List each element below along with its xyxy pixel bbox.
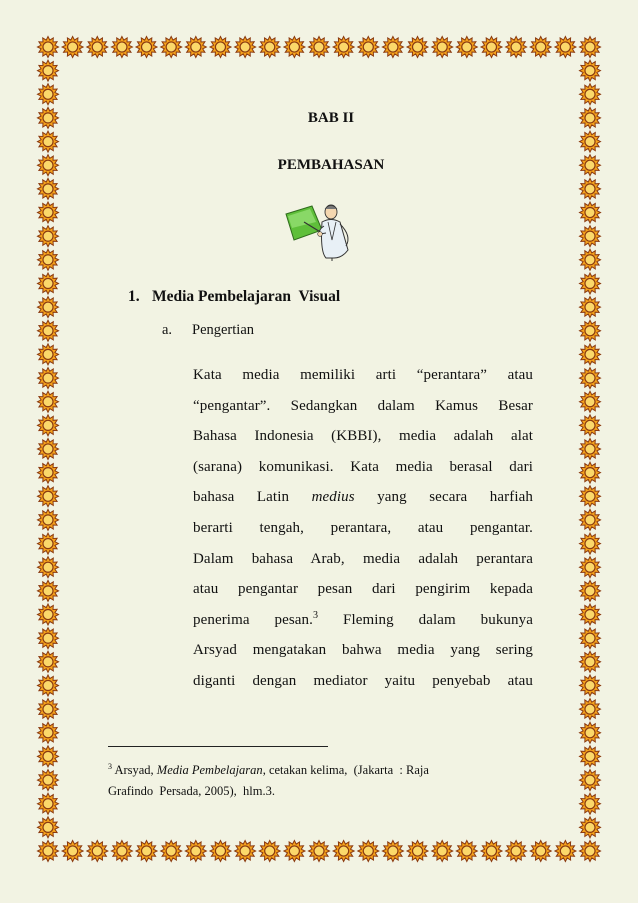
sun-ornament-icon — [580, 320, 601, 341]
sun-ornament-icon — [185, 37, 206, 58]
sun-ornament-icon — [580, 178, 601, 199]
text-line: atau pengantar pesan dari pengirim kepada — [193, 581, 533, 598]
sun-ornament-icon — [235, 841, 256, 862]
sun-ornament-icon — [38, 675, 59, 696]
footnote — [108, 760, 528, 802]
body-paragraph — [193, 360, 533, 697]
sun-ornament-icon — [555, 37, 576, 58]
sun-ornament-icon — [38, 226, 59, 247]
text-segment: bahasa Latin — [193, 489, 290, 506]
sun-ornament-icon — [38, 415, 59, 436]
sun-ornament-icon — [481, 841, 502, 862]
sun-ornament-icon — [506, 37, 527, 58]
sun-ornament-icon — [580, 557, 601, 578]
sun-ornament-icon — [580, 580, 601, 601]
text-segment: yang secara harfiah — [377, 489, 533, 506]
sun-ornament-icon — [111, 841, 132, 862]
text-line: Dalam bahasa Arab, media adalah perantara — [193, 550, 533, 567]
sun-ornament-icon — [62, 37, 83, 58]
sun-ornament-icon — [38, 841, 59, 862]
sun-ornament-icon — [38, 793, 59, 814]
sun-ornament-icon — [161, 841, 182, 862]
footnote-reference[interactable]: 3 — [313, 609, 319, 621]
text-line: Kata media memiliki arti “perantara” atau — [193, 367, 533, 383]
sun-ornament-icon — [38, 628, 59, 649]
sun-ornament-icon — [456, 37, 477, 58]
sun-ornament-icon — [333, 37, 354, 58]
sun-ornament-icon — [309, 37, 330, 58]
text-line: (sarana) komunikasi. Kata media berasal dari — [193, 458, 533, 475]
sun-ornament-icon — [580, 651, 601, 672]
sun-ornament-icon — [38, 273, 59, 294]
sun-ornament-icon — [235, 37, 256, 58]
chapter-subtitle: PEMBAHASAN — [277, 157, 385, 173]
sun-ornament-icon — [38, 533, 59, 554]
sun-ornament-icon — [38, 37, 59, 58]
text-line: Bahasa Indonesia (KBBI), media adalah alat — [193, 428, 533, 445]
footnote-book-title: Media Pembelajaran — [156, 763, 263, 777]
sun-ornament-icon — [580, 486, 601, 507]
sun-ornament-icon — [580, 131, 601, 152]
sun-ornament-icon — [580, 202, 601, 223]
sun-ornament-icon — [580, 533, 601, 554]
footnote-details: , cetakan kelima, (Jakarta : Raja — [262, 763, 429, 777]
sun-ornament-icon — [210, 37, 231, 58]
sun-ornament-icon — [38, 391, 59, 412]
sun-ornament-icon — [309, 841, 330, 862]
sun-ornament-icon — [161, 37, 182, 58]
subsection-title: Pengertian — [192, 322, 255, 338]
sun-ornament-icon — [38, 462, 59, 483]
sun-ornament-icon — [87, 37, 108, 58]
sun-ornament-icon — [580, 297, 601, 318]
sun-ornament-icon — [38, 699, 59, 720]
text-line: Arsyad mengatakan bahwa media yang sering — [193, 642, 533, 659]
sun-ornament-icon — [580, 699, 601, 720]
sun-ornament-icon — [580, 722, 601, 743]
sun-ornament-icon — [38, 84, 59, 105]
text-line: diganti dengan mediator yaitu penyebab atau — [193, 672, 533, 689]
sun-ornament-icon — [358, 841, 379, 862]
sun-ornament-icon — [358, 37, 379, 58]
section-heading — [128, 288, 340, 306]
sun-ornament-icon — [580, 604, 601, 625]
sun-ornament-icon — [38, 817, 59, 838]
footnote-number: 3 — [108, 762, 112, 771]
sun-ornament-icon — [530, 37, 551, 58]
text-segment: penerima pesan. — [193, 611, 313, 628]
sun-ornament-icon — [555, 841, 576, 862]
sun-ornament-icon — [580, 770, 601, 791]
subsection-heading — [162, 322, 254, 339]
sun-ornament-icon — [580, 793, 601, 814]
text-segment: Fleming dalam bukunya — [343, 611, 533, 628]
sun-ornament-icon — [136, 841, 157, 862]
section-number: 1. — [128, 288, 140, 305]
sun-ornament-icon — [185, 841, 206, 862]
sun-ornament-icon — [210, 841, 231, 862]
sun-ornament-icon — [580, 273, 601, 294]
sun-ornament-icon — [580, 462, 601, 483]
sun-ornament-icon — [580, 415, 601, 436]
sun-ornament-icon — [38, 202, 59, 223]
sun-ornament-icon — [580, 439, 601, 460]
sun-ornament-icon — [530, 841, 551, 862]
sun-ornament-icon — [580, 746, 601, 767]
text-line: berarti tengah, perantara, atau pengantar. — [193, 519, 533, 536]
subsection-letter: a. — [162, 322, 173, 338]
teacher-at-board-icon — [282, 200, 358, 262]
sun-ornament-icon — [38, 439, 59, 460]
sun-ornament-icon — [580, 817, 601, 838]
sun-ornament-icon — [382, 37, 403, 58]
sun-ornament-icon — [382, 841, 403, 862]
sun-ornament-icon — [333, 841, 354, 862]
footnote-separator — [108, 746, 328, 747]
chapter-title: BAB II — [307, 110, 355, 126]
sun-ornament-icon — [87, 841, 108, 862]
footnote-author: Arsyad, — [114, 763, 154, 777]
sun-ornament-icon — [38, 297, 59, 318]
sun-ornament-icon — [580, 249, 601, 270]
sun-ornament-icon — [407, 841, 428, 862]
sun-ornament-icon — [38, 178, 59, 199]
sun-ornament-icon — [506, 841, 527, 862]
sun-ornament-icon — [580, 391, 601, 412]
sun-ornament-icon — [580, 84, 601, 105]
sun-ornament-icon — [580, 37, 601, 58]
sun-ornament-icon — [38, 557, 59, 578]
sun-ornament-icon — [580, 344, 601, 365]
sun-ornament-icon — [38, 344, 59, 365]
sun-ornament-icon — [38, 509, 59, 530]
sun-ornament-icon — [259, 841, 280, 862]
text-line — [193, 482, 533, 513]
sun-ornament-icon — [284, 37, 305, 58]
sun-ornament-icon — [580, 509, 601, 530]
sun-ornament-icon — [456, 841, 477, 862]
sun-ornament-icon — [38, 60, 59, 81]
sun-ornament-icon — [38, 580, 59, 601]
sun-ornament-icon — [580, 628, 601, 649]
sun-ornament-icon — [284, 841, 305, 862]
sun-ornament-icon — [38, 604, 59, 625]
sun-ornament-icon — [481, 37, 502, 58]
sun-ornament-icon — [38, 486, 59, 507]
sun-ornament-icon — [580, 675, 601, 696]
sun-ornament-icon — [62, 841, 83, 862]
sun-ornament-icon — [432, 37, 453, 58]
sun-ornament-icon — [38, 746, 59, 767]
text-line — [193, 605, 533, 636]
footnote-details-2: Grafindo Persada, 2005), hlm.3. — [108, 784, 275, 798]
sun-ornament-icon — [111, 37, 132, 58]
sun-ornament-icon — [580, 841, 601, 862]
sun-ornament-icon — [407, 37, 428, 58]
sun-ornament-icon — [38, 249, 59, 270]
sun-ornament-icon — [38, 131, 59, 152]
latin-term: medius — [311, 489, 355, 506]
sun-ornament-icon — [580, 368, 601, 389]
sun-ornament-icon — [432, 841, 453, 862]
sun-ornament-icon — [580, 226, 601, 247]
text-line: “pengantar”. Sedangkan dalam Kamus Besar — [193, 397, 533, 414]
sun-ornament-icon — [38, 722, 59, 743]
sun-ornament-icon — [259, 37, 280, 58]
sun-ornament-icon — [38, 651, 59, 672]
sun-ornament-icon — [136, 37, 157, 58]
section-title: Media Pembelajaran Visual — [152, 288, 341, 305]
sun-ornament-icon — [38, 320, 59, 341]
sun-ornament-icon — [38, 368, 59, 389]
sun-ornament-icon — [38, 770, 59, 791]
sun-ornament-icon — [580, 60, 601, 81]
